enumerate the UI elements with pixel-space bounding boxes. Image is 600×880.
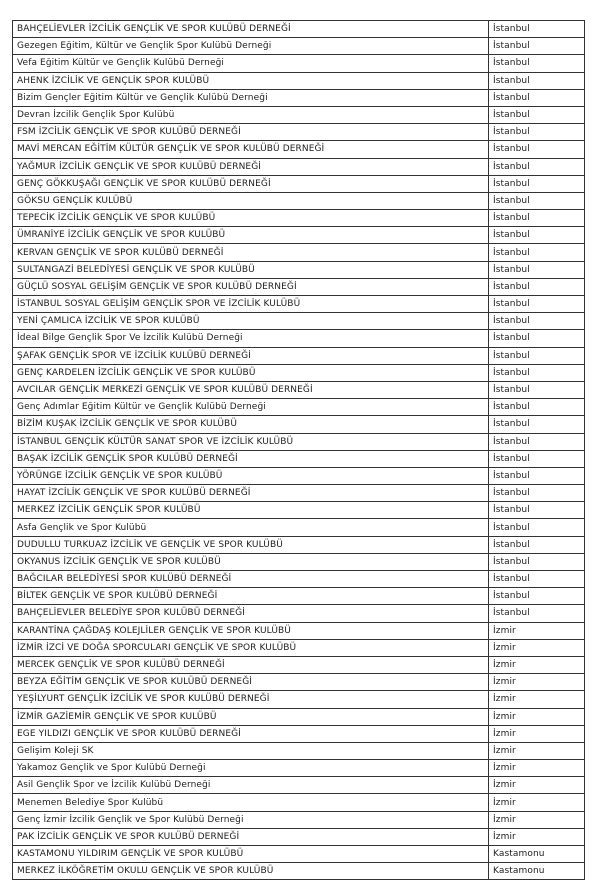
table-row bbox=[13, 485, 585, 502]
table-row bbox=[13, 261, 585, 278]
table-row bbox=[13, 502, 585, 519]
club-city-cell: İzmir bbox=[489, 828, 585, 845]
club-name-cell: BİLTEK GENÇLİK VE SPOR KULÜBÜ DERNEĞİ bbox=[13, 588, 489, 605]
club-city-cell: İstanbul bbox=[489, 21, 585, 38]
club-city-cell: İzmir bbox=[489, 691, 585, 708]
table-row bbox=[13, 708, 585, 725]
club-city-cell: İstanbul bbox=[489, 192, 585, 209]
club-name-cell: Vefa Eğitim Kültür ve Gençlik Kulübü Derneği bbox=[13, 55, 489, 72]
club-city-cell: İstanbul bbox=[489, 502, 585, 519]
club-city-cell: İstanbul bbox=[489, 588, 585, 605]
club-name-cell: MERKEZ İZCİLİK GENÇLİK SPOR KULÜBÜ bbox=[13, 502, 489, 519]
document-page bbox=[12, 20, 584, 880]
club-city-cell: Kastamonu bbox=[489, 846, 585, 863]
club-name-cell: BAHÇELİEVLER BELEDİYE SPOR KULÜBÜ DERNEĞİ bbox=[13, 605, 489, 622]
club-city-cell: İzmir bbox=[489, 725, 585, 742]
table-row bbox=[13, 210, 585, 227]
club-name-cell: Gelişim Koleji SK bbox=[13, 742, 489, 759]
clubs-table-body bbox=[13, 21, 585, 880]
table-row bbox=[13, 158, 585, 175]
table-row bbox=[13, 811, 585, 828]
club-name-cell: BAHÇELİEVLER İZCİLİK GENÇLİK VE SPOR KULÜBÜ DERNEĞİ bbox=[13, 21, 489, 38]
club-city-cell: İzmir bbox=[489, 794, 585, 811]
club-city-cell: İstanbul bbox=[489, 124, 585, 141]
club-city-cell: İzmir bbox=[489, 777, 585, 794]
club-name-cell: Asfa Gençlik ve Spor Kulübü bbox=[13, 519, 489, 536]
club-city-cell: İstanbul bbox=[489, 330, 585, 347]
club-name-cell: ŞAFAK GENÇLİK SPOR VE İZCİLİK KULÜBÜ DERNEĞİ bbox=[13, 347, 489, 364]
club-city-cell: İzmir bbox=[489, 708, 585, 725]
club-city-cell: Kastamonu bbox=[489, 863, 585, 880]
table-row bbox=[13, 433, 585, 450]
table-row bbox=[13, 330, 585, 347]
club-name-cell: ÜMRANİYE İZCİLİK GENÇLİK VE SPOR KULÜBÜ bbox=[13, 227, 489, 244]
clubs-table bbox=[12, 20, 585, 880]
club-city-cell: İstanbul bbox=[489, 381, 585, 398]
club-city-cell: İzmir bbox=[489, 742, 585, 759]
table-row bbox=[13, 72, 585, 89]
club-city-cell: İstanbul bbox=[489, 244, 585, 261]
club-name-cell: YEŞİLYURT GENÇLİK İZCİLİK VE SPOR KULÜBÜ DERNEĞİ bbox=[13, 691, 489, 708]
club-name-cell: BEYZA EĞİTİM GENÇLİK VE SPOR KULÜBÜ DERNEĞİ bbox=[13, 674, 489, 691]
club-name-cell: MERCEK GENÇLİK VE SPOR KULÜBÜ DERNEĞİ bbox=[13, 656, 489, 673]
club-name-cell: HAYAT İZCİLİK GENÇLİK VE SPOR KULÜBÜ DERNEĞİ bbox=[13, 485, 489, 502]
club-name-cell: Bizim Gençler Eğitim Kültür ve Gençlik Kulübü Derneği bbox=[13, 89, 489, 106]
club-city-cell: İstanbul bbox=[489, 313, 585, 330]
table-row bbox=[13, 106, 585, 123]
table-row bbox=[13, 175, 585, 192]
table-row bbox=[13, 416, 585, 433]
club-name-cell: KARANTİNA ÇAĞDAŞ KOLEJLİLER GENÇLİK VE SPOR KULÜBÜ bbox=[13, 622, 489, 639]
club-city-cell: İstanbul bbox=[489, 158, 585, 175]
club-city-cell: İstanbul bbox=[489, 106, 585, 123]
table-row bbox=[13, 863, 585, 880]
table-row bbox=[13, 536, 585, 553]
table-row bbox=[13, 278, 585, 295]
table-row bbox=[13, 777, 585, 794]
club-name-cell: İZMİR İZCİ VE DOĞA SPORCULARI GENÇLİK VE SPOR KULÜBÜ bbox=[13, 639, 489, 656]
club-name-cell: FSM İZCİLİK GENÇLİK VE SPOR KULÜBÜ DERNEĞİ bbox=[13, 124, 489, 141]
club-city-cell: İzmir bbox=[489, 674, 585, 691]
table-row bbox=[13, 622, 585, 639]
table-row bbox=[13, 141, 585, 158]
club-name-cell: PAK İZCİLİK GENÇLİK VE SPOR KULÜBÜ DERNEĞİ bbox=[13, 828, 489, 845]
table-row bbox=[13, 725, 585, 742]
club-city-cell: İstanbul bbox=[489, 433, 585, 450]
club-city-cell: İstanbul bbox=[489, 141, 585, 158]
table-row bbox=[13, 192, 585, 209]
club-city-cell: İstanbul bbox=[489, 175, 585, 192]
club-name-cell: EGE YILDIZI GENÇLİK VE SPOR KULÜBÜ DERNEĞİ bbox=[13, 725, 489, 742]
club-name-cell: İSTANBUL GENÇLİK KÜLTÜR SANAT SPOR VE İZCİLİK KULÜBÜ bbox=[13, 433, 489, 450]
club-city-cell: İzmir bbox=[489, 656, 585, 673]
club-name-cell: YENİ ÇAMLICA İZCİLİK VE SPOR KULÜBÜ bbox=[13, 313, 489, 330]
club-city-cell: İstanbul bbox=[489, 72, 585, 89]
club-name-cell: İSTANBUL SOSYAL GELİŞİM GENÇLİK SPOR VE İZCİLİK KULÜBÜ bbox=[13, 296, 489, 313]
club-name-cell: DUDULLU TURKUAZ İZCİLİK VE GENÇLİK VE SPOR KULÜBÜ bbox=[13, 536, 489, 553]
table-row bbox=[13, 794, 585, 811]
club-city-cell: İstanbul bbox=[489, 605, 585, 622]
club-name-cell: AVCILAR GENÇLİK MERKEZİ GENÇLİK VE SPOR KULÜBÜ DERNEĞİ bbox=[13, 381, 489, 398]
club-name-cell: BİZİM KUŞAK İZCİLİK GENÇLİK VE SPOR KULÜBÜ bbox=[13, 416, 489, 433]
table-row bbox=[13, 244, 585, 261]
table-row bbox=[13, 55, 585, 72]
table-row bbox=[13, 519, 585, 536]
club-name-cell: YÖRÜNGE İZCİLİK GENÇLİK VE SPOR KULÜBÜ bbox=[13, 467, 489, 484]
table-row bbox=[13, 828, 585, 845]
club-name-cell: Devran İzcilik Gençlik Spor Kulübü bbox=[13, 106, 489, 123]
club-name-cell: BAŞAK İZCİLİK GENÇLİK SPOR KULÜBÜ DERNEĞİ bbox=[13, 450, 489, 467]
table-row bbox=[13, 381, 585, 398]
club-city-cell: İstanbul bbox=[489, 210, 585, 227]
club-city-cell: İstanbul bbox=[489, 553, 585, 570]
club-name-cell: SULTANGAZİ BELEDİYESİ GENÇLİK VE SPOR KULÜBÜ bbox=[13, 261, 489, 278]
club-name-cell: MERKEZ İLKÖĞRETİM OKULU GENÇLİK VE SPOR KULÜBÜ bbox=[13, 863, 489, 880]
table-row bbox=[13, 227, 585, 244]
club-city-cell: İstanbul bbox=[489, 347, 585, 364]
club-name-cell: GÜÇLÜ SOSYAL GELİŞİM GENÇLİK VE SPOR KULÜBÜ DERNEĞİ bbox=[13, 278, 489, 295]
table-row bbox=[13, 605, 585, 622]
club-name-cell: Yakamoz Gençlik ve Spor Kulübü Derneği bbox=[13, 760, 489, 777]
club-city-cell: İstanbul bbox=[489, 571, 585, 588]
club-name-cell: YAĞMUR İZCİLİK GENÇLİK VE SPOR KULÜBÜ DERNEĞİ bbox=[13, 158, 489, 175]
club-name-cell: KASTAMONU YILDIRIM GENÇLİK VE SPOR KULÜBÜ bbox=[13, 846, 489, 863]
table-row bbox=[13, 21, 585, 38]
club-name-cell: Gezegen Eğitim, Kültür ve Gençlik Spor Kulübü Derneği bbox=[13, 38, 489, 55]
club-city-cell: İstanbul bbox=[489, 467, 585, 484]
table-row bbox=[13, 639, 585, 656]
club-name-cell: İZMİR GAZİEMİR GENÇLİK VE SPOR KULÜBÜ bbox=[13, 708, 489, 725]
club-name-cell: GENÇ GÖKKUŞAĞI GENÇLİK VE SPOR KULÜBÜ DERNEĞİ bbox=[13, 175, 489, 192]
club-name-cell: Genç Adımlar Eğitim Kültür ve Gençlik Kulübü Derneği bbox=[13, 399, 489, 416]
table-row bbox=[13, 846, 585, 863]
club-name-cell: GÖKSU GENÇLİK KULÜBÜ bbox=[13, 192, 489, 209]
club-city-cell: İstanbul bbox=[489, 55, 585, 72]
club-city-cell: İstanbul bbox=[489, 536, 585, 553]
club-city-cell: İzmir bbox=[489, 811, 585, 828]
club-name-cell: Menemen Belediye Spor Kulübü bbox=[13, 794, 489, 811]
table-row bbox=[13, 691, 585, 708]
table-row bbox=[13, 674, 585, 691]
club-name-cell: AHENK İZCİLİK VE GENÇLİK SPOR KULÜBÜ bbox=[13, 72, 489, 89]
club-city-cell: İstanbul bbox=[489, 519, 585, 536]
table-row bbox=[13, 313, 585, 330]
club-name-cell: GENÇ KARDELEN İZCİLİK GENÇLİK VE SPOR KULÜBÜ bbox=[13, 364, 489, 381]
club-city-cell: İstanbul bbox=[489, 89, 585, 106]
club-city-cell: İstanbul bbox=[489, 296, 585, 313]
table-row bbox=[13, 450, 585, 467]
table-row bbox=[13, 124, 585, 141]
club-city-cell: İstanbul bbox=[489, 399, 585, 416]
club-name-cell: TEPECİK İZCİLİK GENÇLİK VE SPOR KULÜBÜ bbox=[13, 210, 489, 227]
table-row bbox=[13, 347, 585, 364]
club-city-cell: İstanbul bbox=[489, 416, 585, 433]
table-row bbox=[13, 399, 585, 416]
table-row bbox=[13, 296, 585, 313]
club-name-cell: BAĞCILAR BELEDİYESİ SPOR KULÜBÜ DERNEĞİ bbox=[13, 571, 489, 588]
table-row bbox=[13, 760, 585, 777]
table-row bbox=[13, 742, 585, 759]
club-city-cell: İzmir bbox=[489, 622, 585, 639]
club-city-cell: İstanbul bbox=[489, 227, 585, 244]
club-name-cell: OKYANUS İZCİLİK GENÇLİK VE SPOR KULÜBÜ bbox=[13, 553, 489, 570]
table-row bbox=[13, 588, 585, 605]
table-row bbox=[13, 553, 585, 570]
club-city-cell: İstanbul bbox=[489, 364, 585, 381]
club-city-cell: İzmir bbox=[489, 760, 585, 777]
table-row bbox=[13, 467, 585, 484]
club-name-cell: Asil Gençlik Spor ve İzcilik Kulübü Derneği bbox=[13, 777, 489, 794]
table-row bbox=[13, 364, 585, 381]
club-city-cell: İzmir bbox=[489, 639, 585, 656]
club-city-cell: İstanbul bbox=[489, 261, 585, 278]
table-row bbox=[13, 89, 585, 106]
club-city-cell: İstanbul bbox=[489, 38, 585, 55]
club-city-cell: İstanbul bbox=[489, 278, 585, 295]
table-row bbox=[13, 656, 585, 673]
table-row bbox=[13, 38, 585, 55]
club-name-cell: MAVİ MERCAN EĞİTİM KÜLTÜR GENÇLİK VE SPOR KULÜBÜ DERNEĞİ bbox=[13, 141, 489, 158]
club-name-cell: İdeal Bilge Gençlik Spor Ve İzcilik Kulübü Derneği bbox=[13, 330, 489, 347]
club-city-cell: İstanbul bbox=[489, 485, 585, 502]
club-city-cell: İstanbul bbox=[489, 450, 585, 467]
club-name-cell: Genç İzmir İzcilik Gençlik ve Spor Kulübü Derneği bbox=[13, 811, 489, 828]
table-row bbox=[13, 571, 585, 588]
club-name-cell: KERVAN GENÇLİK VE SPOR KULÜBÜ DERNEĞİ bbox=[13, 244, 489, 261]
